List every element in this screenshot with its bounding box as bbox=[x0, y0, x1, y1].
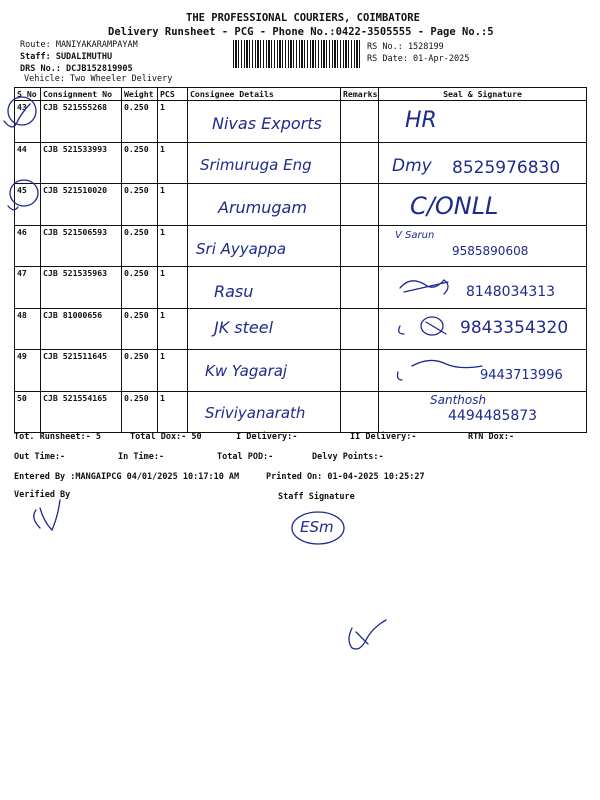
in-time: In Time:- bbox=[118, 452, 165, 462]
row-consignment: CJB 81000656 bbox=[41, 308, 122, 350]
delvy-points: Delvy Points:- bbox=[312, 452, 384, 462]
row-consignment: CJB 521555268 bbox=[41, 101, 122, 143]
staff-signature-ink: ESm bbox=[300, 518, 334, 536]
scribble-verified bbox=[34, 500, 60, 530]
row-pcs: 1 bbox=[158, 101, 188, 143]
row-sno: 47 bbox=[15, 267, 41, 309]
row-sno: 48 bbox=[15, 308, 41, 350]
row-pcs: 1 bbox=[158, 391, 188, 433]
out-time: Out Time:- bbox=[14, 452, 66, 462]
row-weight: 0.250 bbox=[122, 350, 158, 392]
handwritten-phone: 8148034313 bbox=[466, 284, 556, 300]
row-consignment: CJB 521535963 bbox=[41, 267, 122, 309]
handwritten-consignee: Rasu bbox=[214, 282, 254, 301]
handwritten-consignee: Sriviyanarath bbox=[205, 404, 306, 422]
handwritten-phone: 9843354320 bbox=[460, 318, 569, 338]
route: Route: MANIYAKARAMPAYAM bbox=[20, 40, 138, 50]
row-sno: 43 bbox=[15, 101, 41, 143]
tot-runsheet: Tot. Runsheet:- 5 bbox=[14, 432, 101, 442]
scribble-49 bbox=[398, 360, 483, 380]
row-weight: 0.250 bbox=[122, 225, 158, 267]
row-consignment: CJB 521554165 bbox=[41, 391, 122, 433]
ii-delivery: II Delivery:- bbox=[350, 432, 417, 442]
rs-date: RS Date: 01-Apr-2025 bbox=[367, 54, 470, 64]
row-pcs: 1 bbox=[158, 225, 188, 267]
runsheet-subtitle: Delivery Runsheet - PCG - Phone No.:0422-3505555 - Page No.:5 bbox=[108, 26, 494, 38]
row-sno: 44 bbox=[15, 142, 41, 184]
vehicle: Vehicle: Two Wheeler Delivery bbox=[24, 74, 173, 84]
row-sno: 49 bbox=[15, 350, 41, 392]
circle-mark-45 bbox=[10, 180, 38, 206]
row-consignment: CJB 521506593 bbox=[41, 225, 122, 267]
rtn-dox: RTN Dox:- bbox=[468, 432, 515, 442]
circle-mark-43 bbox=[8, 97, 36, 125]
col-pcs: PCS bbox=[158, 88, 188, 101]
total-dox: Total Dox:- 50 bbox=[130, 432, 202, 442]
drs-number: DRS No.: DCJB152819905 bbox=[20, 64, 133, 74]
handwritten-phone: 9585890608 bbox=[452, 244, 529, 258]
row-consignment: CJB 521510020 bbox=[41, 184, 122, 226]
tick-mark-45 bbox=[8, 206, 18, 210]
col-sno: S No bbox=[15, 88, 41, 101]
row-weight: 0.250 bbox=[122, 142, 158, 184]
row-sno: 45 bbox=[15, 184, 41, 226]
i-delivery: I Delivery:- bbox=[236, 432, 298, 442]
handwritten-seal: Dmy bbox=[392, 156, 432, 176]
verified-by: Verified By bbox=[14, 490, 71, 500]
col-weight: Weight bbox=[122, 88, 158, 101]
row-weight: 0.250 bbox=[122, 184, 158, 226]
col-remarks: Remarks bbox=[341, 88, 379, 101]
handwritten-consignee: Nivas Exports bbox=[212, 114, 322, 133]
row-pcs: 1 bbox=[158, 308, 188, 350]
handwritten-phone: 4494485873 bbox=[448, 408, 538, 424]
handwritten-consignee: Kw Yagaraj bbox=[205, 362, 288, 380]
row-weight: 0.250 bbox=[122, 101, 158, 143]
row-consignment: CJB 521533993 bbox=[41, 142, 122, 184]
col-seal: Seal & Signature bbox=[379, 88, 587, 101]
row-weight: 0.250 bbox=[122, 308, 158, 350]
handwritten-consignee: JK steel bbox=[214, 318, 274, 337]
handwritten-seal: Santhosh bbox=[430, 393, 487, 407]
scribble-47 bbox=[400, 280, 448, 294]
row-pcs: 1 bbox=[158, 350, 188, 392]
row-pcs: 1 bbox=[158, 184, 188, 226]
printed-on: Printed On: 01-04-2025 10:25:27 bbox=[266, 472, 425, 482]
scribble-bottom bbox=[349, 620, 386, 649]
handwritten-phone: 8525976830 bbox=[452, 158, 561, 178]
row-weight: 0.250 bbox=[122, 267, 158, 309]
handwritten-consignee: Arumugam bbox=[218, 198, 307, 217]
col-consignment: Consignment No bbox=[41, 88, 122, 101]
row-sno: 46 bbox=[15, 225, 41, 267]
handwritten-seal: HR bbox=[405, 108, 437, 133]
scribble-48-b bbox=[399, 322, 446, 334]
col-consignee: Consignee Details bbox=[188, 88, 341, 101]
handwritten-consignee: Sri Ayyappa bbox=[196, 240, 287, 258]
row-sno: 50 bbox=[15, 391, 41, 433]
handwritten-seal: C/ONLL bbox=[410, 192, 499, 220]
staff: Staff: SUDALIMUTHU bbox=[20, 52, 113, 62]
staff-signature-label: Staff Signature bbox=[278, 492, 355, 502]
row-pcs: 1 bbox=[158, 267, 188, 309]
entered-by: Entered By :MANGAIPCG 04/01/2025 10:17:10 AM bbox=[14, 472, 240, 482]
handwritten-seal: V Sarun bbox=[395, 230, 435, 241]
handwritten-phone: 9443713996 bbox=[480, 368, 563, 383]
row-weight: 0.250 bbox=[122, 391, 158, 433]
total-pod: Total POD:- bbox=[217, 452, 274, 462]
row-consignment: CJB 521511645 bbox=[41, 350, 122, 392]
handwritten-consignee: Srimuruga Eng bbox=[200, 156, 312, 174]
company-name: THE PROFESSIONAL COURIERS, COIMBATORE bbox=[186, 12, 420, 24]
rs-number: RS No.: 1528199 bbox=[367, 42, 444, 52]
row-pcs: 1 bbox=[158, 142, 188, 184]
